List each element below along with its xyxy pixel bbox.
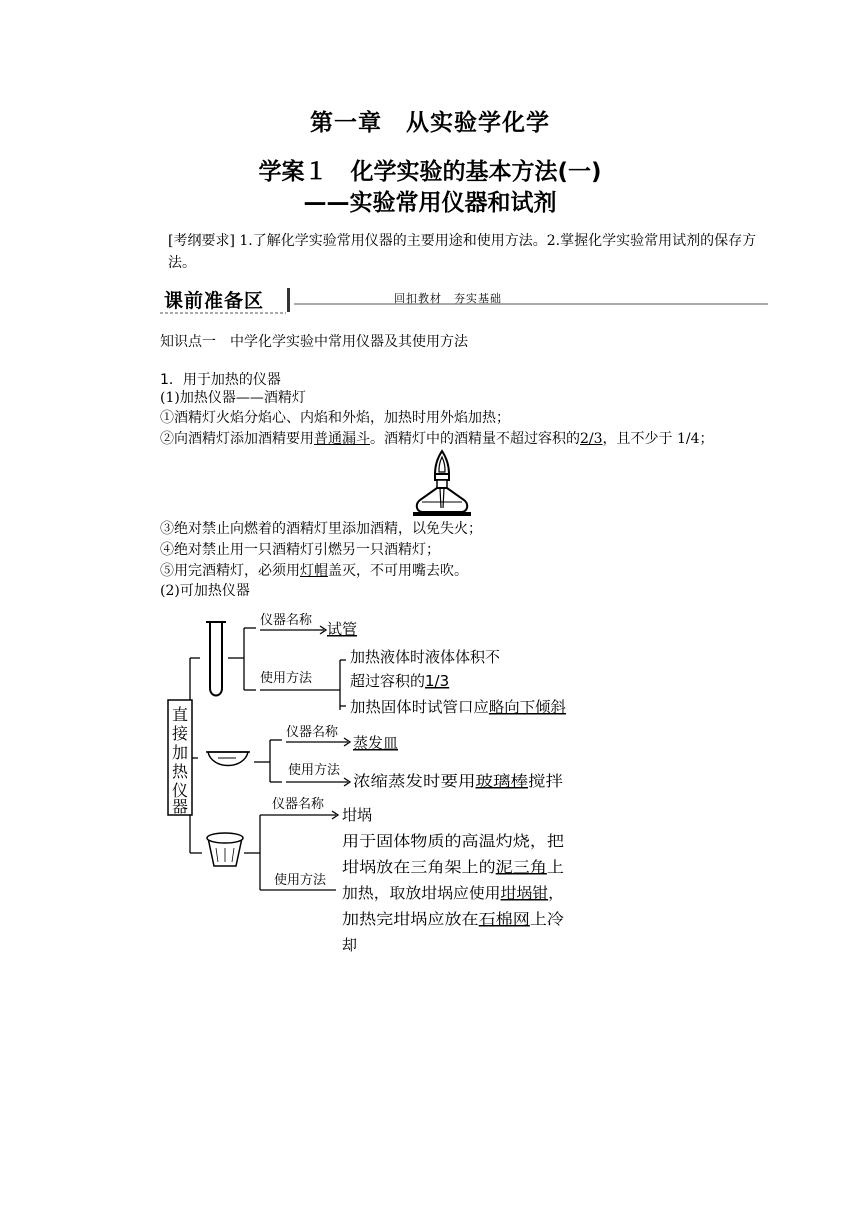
crucible-name: 坩埚 <box>342 806 373 824</box>
crucible-usage-label: 使用方法 <box>274 873 327 888</box>
crucible-usage-line3: 加热，取放坩埚应使用 坩埚钳 ， <box>342 884 564 902</box>
crucible-usage-line5: 却 <box>342 936 358 954</box>
crucible-name-label: 仪器名称 <box>272 797 325 812</box>
knowledge-point: 知识点一 中学化学实验中常用仪器及其使用方法 <box>160 334 468 350</box>
heading-heating-instruments: 1．用于加热的仪器 <box>160 372 281 388</box>
section-banner <box>160 286 768 314</box>
evaporating-dish-icon <box>208 752 248 766</box>
crucible-usage-line2: 坩埚放在三角架上的 泥三角 上 <box>342 858 562 876</box>
heating-instruments-diagram <box>160 600 580 960</box>
side-label-char-4: 热 <box>171 762 189 781</box>
tube-usage-label: 使用方法 <box>260 671 313 686</box>
test-tube-icon <box>210 622 222 696</box>
requirement-label: [考纲要求] <box>168 233 235 249</box>
alcohol-lamp-illustration <box>408 448 476 518</box>
tube-usage-line3: 加热固体时试管口应 略向下倾斜 <box>350 698 564 716</box>
requirement-text: 1.了解化学实验常用仪器的主要用途和使用方法。2.掌握化学实验常用试剂的保存方法。 <box>168 233 757 271</box>
heatable-instruments-title: (2)可加热仪器 <box>160 583 250 599</box>
answer-two-thirds: 2/3 <box>580 431 603 447</box>
tube-name: 试管 <box>327 620 358 638</box>
answer-funnel: 普通漏斗 <box>314 431 370 447</box>
lesson-title: 学案１ 化学实验的基本方法(一) <box>258 159 602 185</box>
crucible-usage-line4: 加热完坩埚应放在 石棉网 上冷 <box>342 910 560 928</box>
lamp-item-5: ⑤用完酒精灯，必须用灯帽盖灭，不可用嘴去吹。 <box>160 563 468 579</box>
answer-lamp-cap: 灯帽 <box>300 563 328 579</box>
section-label: 课前准备区 <box>164 290 265 312</box>
tube-name-label: 仪器名称 <box>260 613 313 628</box>
side-label-char-5: 仪 <box>171 781 189 800</box>
tube-usage-line2: 超过容积的1/3 <box>350 672 450 690</box>
side-label-char-2: 接 <box>171 724 189 743</box>
section-sub: 回扣教材 夯实基础 <box>394 292 502 305</box>
requirement <box>168 230 758 274</box>
dish-name: 蒸发皿 <box>353 734 399 752</box>
lesson-subtitle: ——实验常用仪器和试剂 <box>303 190 557 216</box>
lamp-item-3: ③绝对禁止向燃着的酒精灯里添加酒精，以免失火； <box>160 521 482 537</box>
tube-usage-line1: 加热液体时液体体积不 <box>350 648 501 666</box>
crucible-usage-line1: 用于固体物质的高温灼烧，把 <box>342 832 564 850</box>
side-label-char-3: 加 <box>171 743 189 762</box>
side-label-char-6: 器 <box>171 797 189 816</box>
lamp-item-4: ④绝对禁止用一只酒精灯引燃另一只酒精灯； <box>160 542 440 558</box>
alcohol-lamp-title: (1)加热仪器——酒精灯 <box>160 390 306 406</box>
lamp-item-1: ①酒精灯火焰分焰心、内焰和外焰，加热时用外焰加热； <box>160 410 510 426</box>
side-label-char-1: 直 <box>171 705 189 724</box>
dish-usage-line1: 浓缩蒸发时要用 玻璃棒 搅拌 <box>353 772 558 790</box>
lamp-item-2: ②向酒精灯添加酒精要用普通漏斗。酒精灯中的酒精量不超过容积的2/3，且不少于 1/4； <box>160 431 714 447</box>
dish-usage-label: 使用方法 <box>288 763 341 778</box>
chapter-title: 第一章 从实验学化学 <box>310 110 550 136</box>
dish-name-label: 仪器名称 <box>286 725 339 740</box>
